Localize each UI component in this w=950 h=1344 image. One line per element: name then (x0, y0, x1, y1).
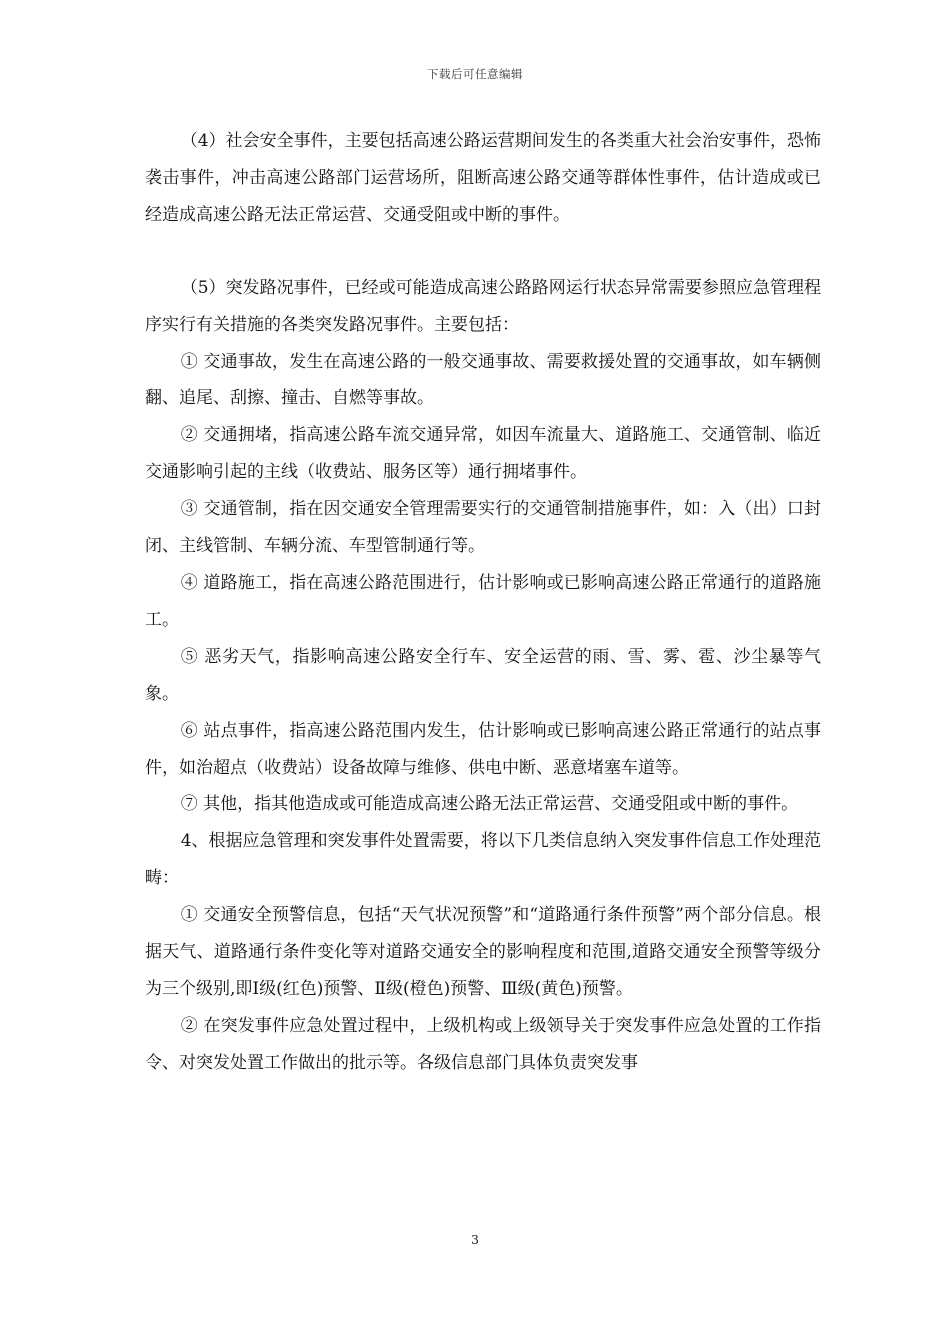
paragraph-safety-warning: ① 交通安全预警信息，包括“天气状况预警”和“道路通行条件预警”两个部分信息。根据天气、道路通行条件变化等对道路交通安全的影响程度和范围,道路交通安全预警等级分为三个级别,即Ⅰ级(红色)预警、Ⅱ级(橙色)预警、Ⅲ级(黄色)预警。 (145, 905, 821, 999)
body-text (145, 123, 821, 1082)
paragraph-sudden-road-events: （5）突发路况事件，已经或可能造成高速公路路网运行状态异常需要参照应急管理程序实行有关措施的各类突发路况事件。主要包括： (145, 277, 821, 335)
page-number: 3 (471, 1232, 479, 1247)
paragraph-other-events: ⑦ 其他，指其他造成或可能造成高速公路无法正常运营、交通受阻或中断的事件。 (180, 794, 799, 815)
paragraph-severe-weather: ⑤ 恶劣天气，指影响高速公路安全行车、安全运营的雨、雪、雾、雹、沙尘暴等气象。 (145, 646, 821, 704)
paragraph-information-scope: 4、根据应急管理和突发事件处置需要，将以下几类信息纳入突发事件信息工作处理范畴： (145, 831, 821, 889)
paragraph-traffic-control: ③ 交通管制，指在因交通安全管理需要实行的交通管制措施事件，如：入（出）口封闭、主线管制、车辆分流、车型管制通行等。 (145, 499, 821, 557)
paragraph-road-construction: ④ 道路施工，指在高速公路范围进行，估计影响或已影响高速公路正常通行的道路施工。 (145, 572, 821, 630)
paragraph-emergency-instructions: ② 在突发事件应急处置过程中，上级机构或上级领导关于突发事件应急处置的工作指令、对突发处置工作做出的批示等。各级信息部门具体负责突发事 (145, 1015, 821, 1073)
paragraph-traffic-congestion: ② 交通拥堵，指高速公路车流交通异常，如因车流量大、道路施工、交通管制、临近交通影响引起的主线（收费站、服务区等）通行拥堵事件。 (145, 425, 821, 483)
paragraph-traffic-accident: ① 交通事故，发生在高速公路的一般交通事故、需要救援处置的交通事故，如车辆侧翻、追尾、刮擦、撞击、自燃等事故。 (145, 351, 821, 409)
paragraph-social-security-events: （4）社会安全事件，主要包括高速公路运营期间发生的各类重大社会治安事件，恐怖袭击事件，冲击高速公路部门运营场所，阻断高速公路交通等群体性事件，估计造成或已经造成高速公路无法正常运营、交通受阻或中断的事件。 (145, 131, 821, 225)
page-header: 下载后可任意编辑 (427, 67, 523, 81)
paragraph-station-events: ⑥ 站点事件，指高速公路范围内发生，估计影响或已影响高速公路正常通行的站点事件，如治超点（收费站）设备故障与维修、供电中断、恶意堵塞车道等。 (145, 720, 821, 778)
